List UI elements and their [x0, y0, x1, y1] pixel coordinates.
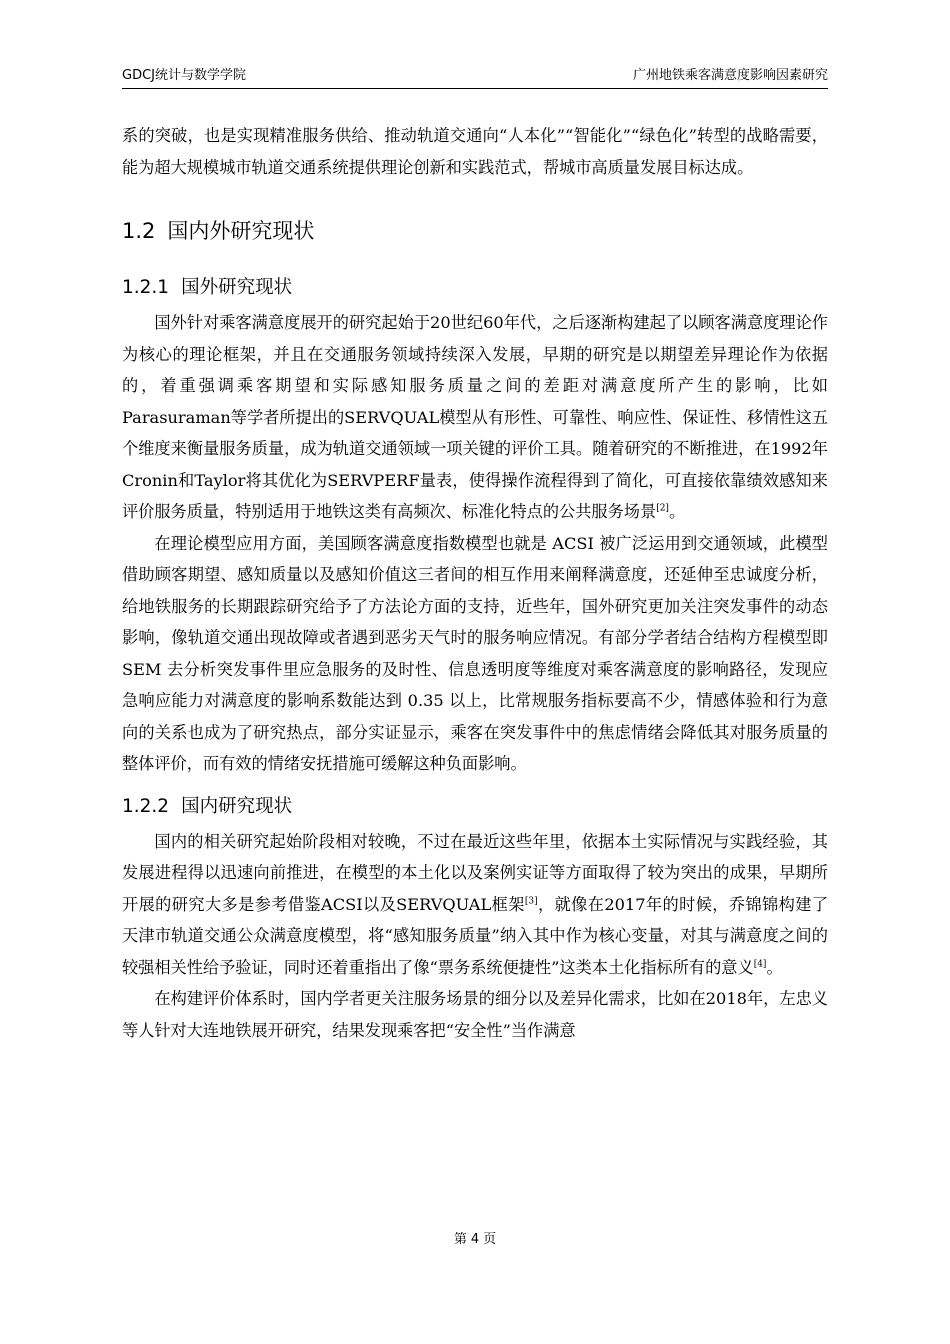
page-number: 4: [470, 1232, 480, 1247]
page-body: [122, 120, 828, 1046]
subsection-title: 国内研究现状: [181, 795, 293, 817]
domestic-research-paragraph-1: [122, 826, 828, 984]
citation-marker: [2]: [656, 503, 669, 514]
foreign-research-paragraph-1: [122, 307, 828, 528]
section-heading: [122, 209, 828, 253]
section-number: 1.2: [122, 219, 156, 243]
header-paper-title: 广州地铁乘客满意度影响因素研究: [632, 68, 828, 83]
header-institution: GDCJ统计与数学学院: [122, 68, 246, 83]
citation-marker: [4]: [753, 959, 767, 970]
intro-continuation-paragraph: 系的突破，也是实现精准服务供给、推动轨道交通向“人本化”“智能化”“绿色化”转型的战略需要，能为超大规模城市轨道交通系统提供理论创新和实践范式，帮城市高质量发展目标达成。: [122, 126, 828, 177]
paragraph-text: ，就像在2017年的时候，乔锦锦构建了天津市轨道交通公众满意度模型，将“感知服务质量”纳入其中作为核心变量，对其与满意度之间的较强相关性给予验证，同时还着重指出了像“票务系统便捷性”这类本土化指标所有的意义: [122, 894, 828, 977]
page-header: [122, 66, 828, 89]
foreign-research-paragraph-2: 在理论模型应用方面，美国顾客满意度指数模型也就是 ACSI 被广泛运用到交通领域，此模型借助顾客期望、感知质量以及感知价值这三者间的相互作用来阐释满意度，还延伸至忠诚度分析，给地铁服务的长期跟踪研究给予了方法论方面的支持，近些年，国外研究更加关注突发事件的动态影响，像轨道交通出现故障或者遇到恶劣天气时的服务响应情况。有部分学者结合结构方程模型即 SEM 去分析突发事件里应急服务的及时性、信息透明度等维度对乘客满意度的影响路径，发现应急响应能力对满意度的影响系数能达到 0.35 以上，比常规服务指标要高不少，情感体验和行为意向的关系也成为了研究热点，部分实证显示，乘客在突发事件中的焦虑情绪会降低其对服务质量的整体评价，而有效的情绪安抚措施可缓解这种负面影响。: [122, 533, 828, 773]
subsection-heading-foreign: [122, 269, 828, 307]
subsection-number: 1.2.1: [122, 277, 170, 298]
subsection-number: 1.2.2: [122, 795, 170, 817]
domestic-research-paragraph-2: 在构建评价体系时，国内学者更关注服务场景的细分以及差异化需求，比如在2018年，左忠义等人针对大连地铁展开研究，结果发现乘客把“安全性”当作满意: [122, 989, 828, 1040]
paragraph-text: 国外针对乘客满意度展开的研究起始于20世纪60年代，之后逐渐构建起了以顾客满意度理论作为核心的理论框架，并且在交通服务领域持续深入发展，早期的研究是以期望差异理论作为依据的，着重强调乘客期望和实际感知服务质量之间的差距对满意度所产生的影响，比如Parasuraman等学者所提出的SERVQUAL模型从有形性、可靠性、响应性、保证性、移情性这五个维度来衡量服务质量，成为轨道交通领域一项关键的评价工具。随着研究的不断推进，在1992年Cronin和Taylor将其优化为SERVPERF量表，使得操作流程得到了简化，可直接依靠绩效感知来评价服务质量，特别适用于地铁这类有高频次、标准化特点的公共服务场景: [122, 313, 828, 521]
page-number-prefix: 第: [453, 1232, 467, 1247]
citation-marker: [3]: [524, 896, 538, 907]
paragraph-end: 。: [668, 502, 686, 521]
page-footer: [0, 1230, 950, 1250]
section-title: 国内外研究现状: [167, 219, 315, 243]
subsection-title: 国外研究现状: [181, 277, 293, 298]
subsection-heading-domestic: [122, 788, 828, 826]
paragraph-text: 国内的相关研究起始阶段相对较晚，不过在最近这些年里，依据本土实际情况与实践经验，其发展进程得以迅速向前推进，在模型的本土化以及案例实证等方面取得了较为突出的成果，早期所开展的研究大多是参考借鉴ACSI以及SERVQUAL框架: [122, 831, 828, 914]
paragraph-end: 。: [766, 957, 783, 977]
page-number-suffix: 页: [483, 1232, 497, 1247]
